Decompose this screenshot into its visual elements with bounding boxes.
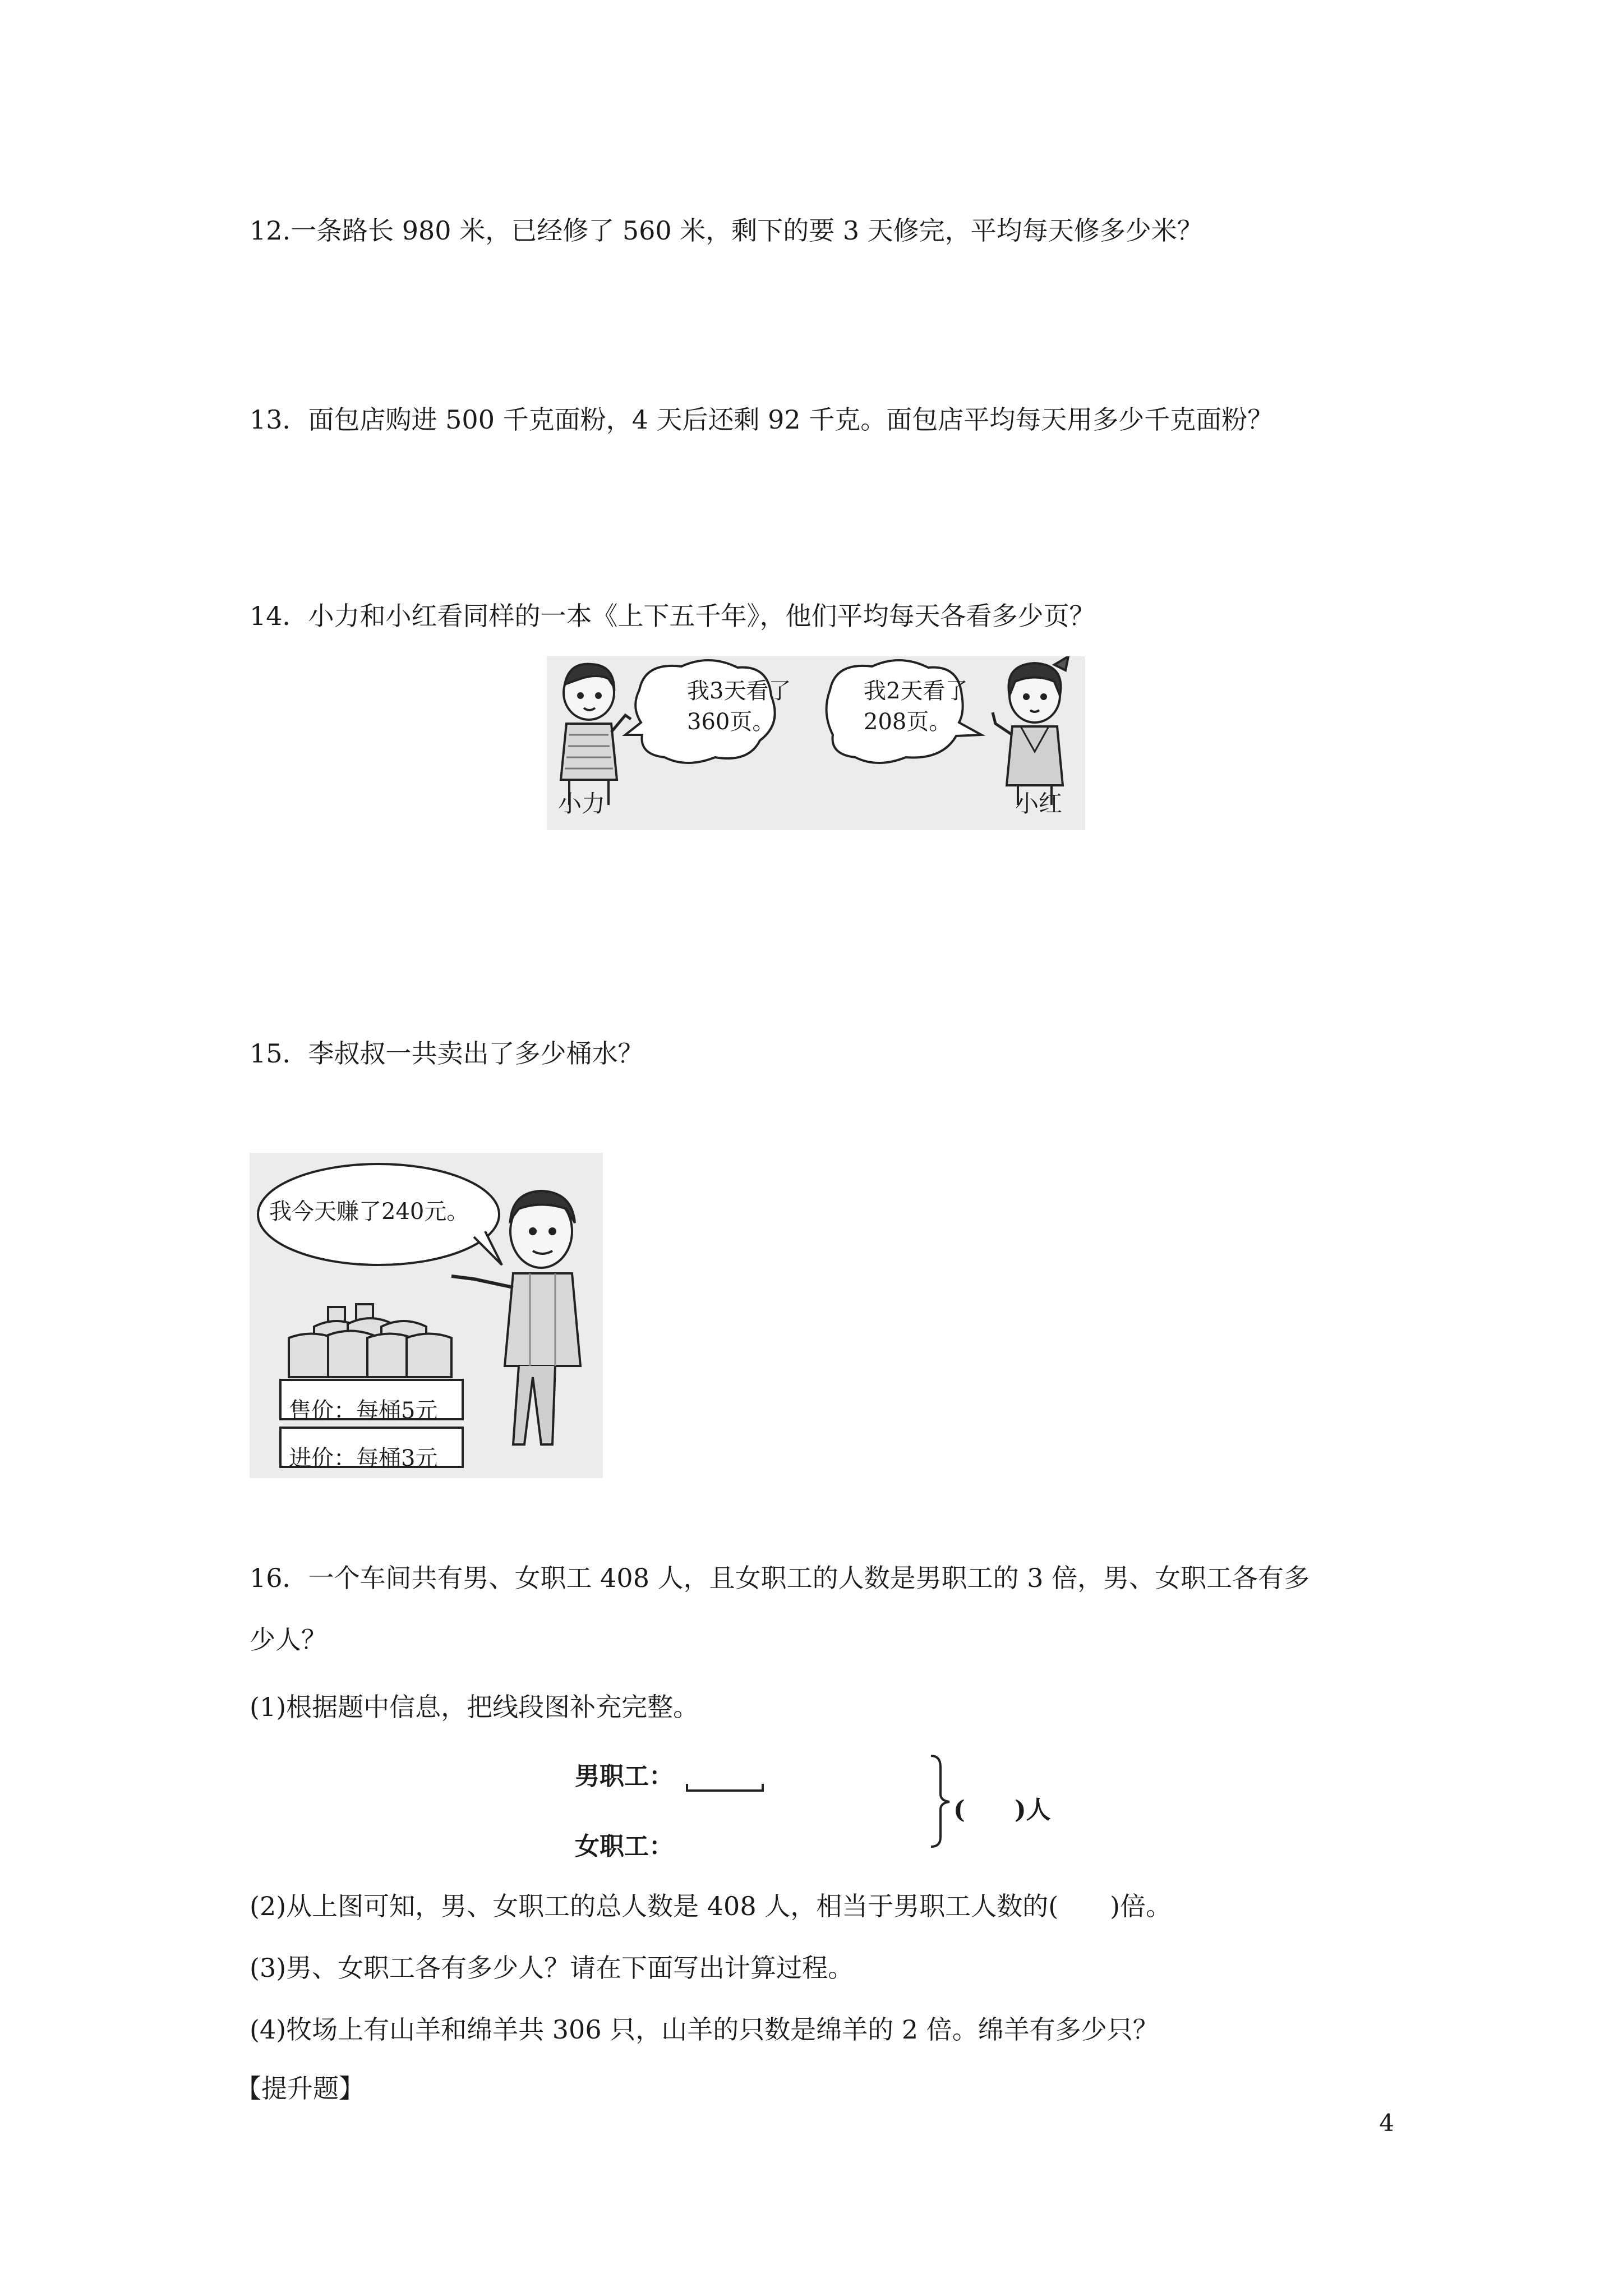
sell-price-text: 售价：每桶5元 xyxy=(289,1398,438,1424)
bubble-left-line1: 我3天看了 xyxy=(687,678,791,704)
bubble-right-line1: 我2天看了 xyxy=(864,678,968,704)
section-heading: 【提升题】 xyxy=(236,2073,365,2104)
name-xiaoli: 小力 xyxy=(558,790,606,817)
female-label: 女职工： xyxy=(575,1832,674,1861)
total-label: ( )人 xyxy=(953,1796,1051,1824)
segment-diagram xyxy=(681,1750,951,1851)
reading-illustration xyxy=(547,656,1085,830)
male-label: 男职工： xyxy=(575,1762,674,1791)
page-number: 4 xyxy=(1379,2109,1394,2137)
brace xyxy=(931,1756,949,1847)
question-16-part2: (2)从上图可知，男、女职工的总人数是 408 人，相当于男职工人数的( )倍。 xyxy=(250,1891,1172,1921)
question-16-part3: (3)男、女职工各有多少人？请在下面写出计算过程。 xyxy=(250,1953,854,1983)
question-12: 12.一条路长 980 米，已经修了 560 米，剩下的要 3 天修完，平均每天修多少米？ xyxy=(250,215,1203,246)
question-16-part1: (1)根据题中信息，把线段图补充完整。 xyxy=(250,1692,699,1722)
bubble-text: 我今天赚了240元。 xyxy=(269,1199,469,1225)
question-16-line2: 少人？ xyxy=(250,1625,327,1655)
question-16-part4: (4)牧场上有山羊和绵羊共 306 只，山羊的只数是绵羊的 2 倍。绵羊有多少只？ xyxy=(250,2014,1159,2045)
name-xiaohong: 小红 xyxy=(1015,790,1063,817)
question-13: 13．面包店购进 500 千克面粉，4 天后还剩 92 千克。面包店平均每天用多少千克面粉？ xyxy=(250,404,1274,435)
question-14: 14．小力和小红看同样的一本《上下五千年》，他们平均每天各看多少页？ xyxy=(250,601,1095,631)
male-segment xyxy=(687,1784,763,1791)
question-15: 15．李叔叔一共卖出了多少桶水？ xyxy=(250,1038,644,1069)
bubble-left-line2: 360页。 xyxy=(687,709,775,735)
buy-price-text: 进价：每桶3元 xyxy=(289,1446,438,1471)
question-16-line1: 16．一个车间共有男、女职工 408 人，且女职工的人数是男职工的 3 倍，男、女职工各有多 xyxy=(250,1563,1310,1593)
bubble-right-line2: 208页。 xyxy=(864,709,952,735)
